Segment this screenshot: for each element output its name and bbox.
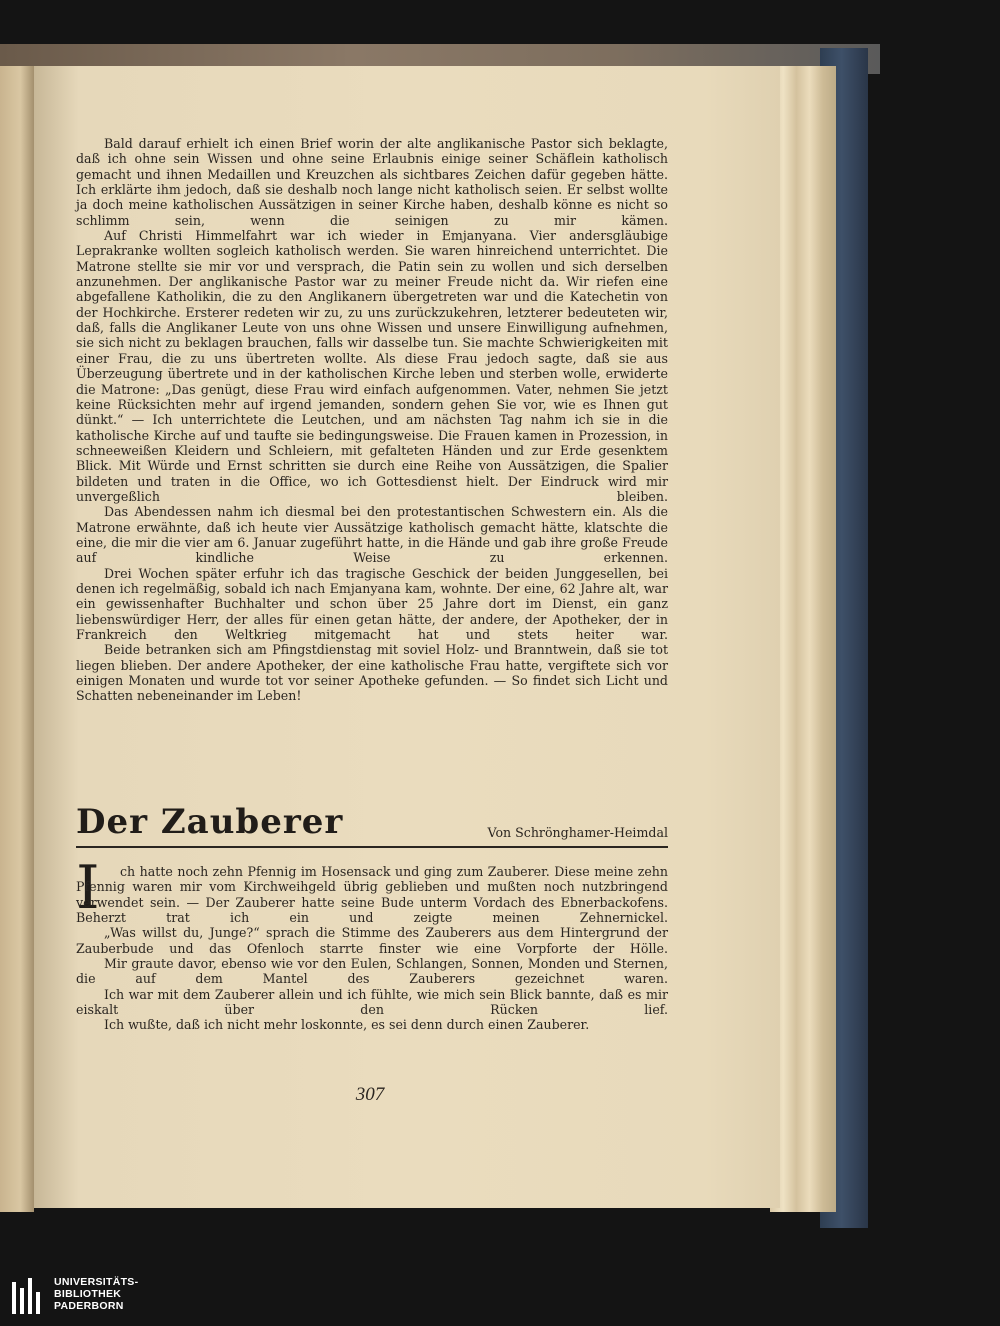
article-author: Von Schrönghamer-Heimdal (487, 825, 668, 840)
paragraph: Bald darauf erhielt ich einen Brief worin der alte anglikanische Pastor sich beklagte, daß ich ohne sein Wissen und ohne seine Erlaubnis einige seiner Schäflein katholisch gemacht und ihnen Medaillen und Kreuzchen als sichtbares Zeichen dafür gegeben hätte. Ich erklärte ihm jedoch, daß sie deshalb noch lange nicht katholisch seien. Er selbst wollte ja doch meine katholischen Aussätzigen in seiner Kirche haben, deshalb könne es nicht so schlimm sein, wenn die seinigen zu mir kämen. (76, 136, 668, 228)
paragraph: Beide betranken sich am Pfingstdienstag mit soviel Holz- und Branntwein, daß sie tot liegen blieben. Der andere Apotheker, der eine katholische Frau hatte, vergiftete sich vor einigen Monaten und wurde tot vor seiner Apotheke gefunden. — So findet sich Licht und Schatten nebeneinander im Leben! (76, 642, 668, 704)
page-number: 307 (355, 1084, 385, 1105)
logo-line-3: PADERBORN (54, 1300, 124, 1312)
library-logo (10, 1276, 210, 1320)
paragraph: Drei Wochen später erfuhr ich das tragische Geschick der beiden Junggesellen, bei denen ich regelmäßig, sobald ich nach Emjanyana kam, wohnte. Der eine, 62 Jahre alt, war ein gewissenhafter Buchhalter und schon über 25 Jahre dort im Dienst, ein ganz liebenswürdiger Herr, der alles für einen getan hätte, der andere, der Apotheker, der in Frankreich den Weltkrieg mitgemacht hat und stets heiter war. (76, 565, 668, 642)
left-page-strip (0, 66, 34, 1212)
library-logo-text (54, 1276, 138, 1312)
library-logo-icon (10, 1278, 50, 1318)
article-2-text (76, 864, 668, 1033)
article-heading (76, 800, 668, 848)
article-1-text (76, 136, 668, 704)
paragraph: Mir graute davor, ebenso wie vor den Eulen, Schlangen, Sonnen, Monden und Sternen, die auf dem Mantel des Zauberers gezeichnet waren. (76, 956, 668, 987)
article-title: Der Zauberer (76, 802, 344, 842)
paragraph: Ich war mit dem Zauberer allein und ich fühlte, wie mich sein Blick bannte, daß es mir eiskalt über den Rücken lief. (76, 986, 668, 1018)
logo-line-2: BIBLIOTHEK (54, 1288, 122, 1300)
paragraph: Auf Christi Himmelfahrt war ich wieder in Emjanyana. Vier andersgläubige Leprakranke wollten sogleich katholisch werden. Sie waren hinreichend unterrichtet. Die Matrone stellte sie mir vor und versprach, die Patin sein zu wollen und sich derselben anzunehmen. Der anglikanische Pastor war zu meiner Freude nicht da. Wir riefen eine abgefallene Katholikin, die zu den Anglikanern übergetreten war und die Katechetin von der Hochkirche. Ersterer redeten wir zu, zu uns zurückzukehren, letzterer bedeuteten wir, daß, falls die Anglikaner Leute von uns ohne Wissen und unsere Einwilligung aufnehmen, sie sich nicht zu beklagen brauchen, falls wir dasselbe tun. Sie machte Schwierigkeiten mit einer Frau, die zu uns übertreten wollte. Als diese Frau jedoch sagte, daß sie aus Überzeugung übertrete und in der katholischen Kirche leben und sterben wolle, erwiderte die Matrone: „Das genügt, diese Frau wird einfach aufgenommen. Vater, nehmen Sie jetzt keine Rücksichten mehr auf irgend jemanden, sondern gehen Sie vor, wie es Ihnen gut dünkt.“ — Ich unterrichtete die Leutchen, und am nächsten Tag nahm ich sie in die katholische Kirche auf und taufte sie bedingungsweise. Die Frauen kamen in Prozession, in schneeweißen Kleidern und Schleiern, mit gefalteten Händen und zur Erde gesenktem Blick. Mit Würde und Ernst schritten sie durch eine Reihe von Aussätzigen, die Spalier bildeten und traten in die Office, wo ich Gottesdienst hielt. Der Eindruck wird mir unvergeßlich bleiben. (76, 228, 668, 504)
logo-line-1: UNIVERSITÄTS- (54, 1276, 139, 1288)
paragraph: „Was willst du, Junge?“ sprach die Stimme des Zauberers aus dem Hintergrund der Zauberbude und das Ofenloch starrte finster wie eine Vorpforte der Hölle. (76, 925, 668, 956)
paragraph: ch hatte noch zehn Pfennig im Hosensack und ging zum Zauberer. Diese meine zehn Pfennig waren mir vom Kirchweihgeld übrig geblieben und mußten noch nutzbringend verwendet sein. — Der Zauberer hatte seine Bude unterm Vordach des Ebnerbackofens. Beherzt trat ich ein und zeigte meinen Zehnernickel. (76, 864, 668, 926)
drop-cap: I (76, 853, 100, 923)
paragraph: Ich wußte, daß ich nicht mehr loskonnte, es sei denn durch einen Zauberer. (104, 1017, 590, 1033)
paragraph: Das Abendessen nahm ich diesmal bei den protestantischen Schwestern ein. Als die Matrone erwähnte, daß ich heute vier Aussätzige katholisch gemacht hätte, klatschte die eine, die mir die vier am 6. Januar zugeführt hatte, in die Hände und gab ihre große Freude auf kindliche Weise zu erkennen. (76, 504, 668, 566)
